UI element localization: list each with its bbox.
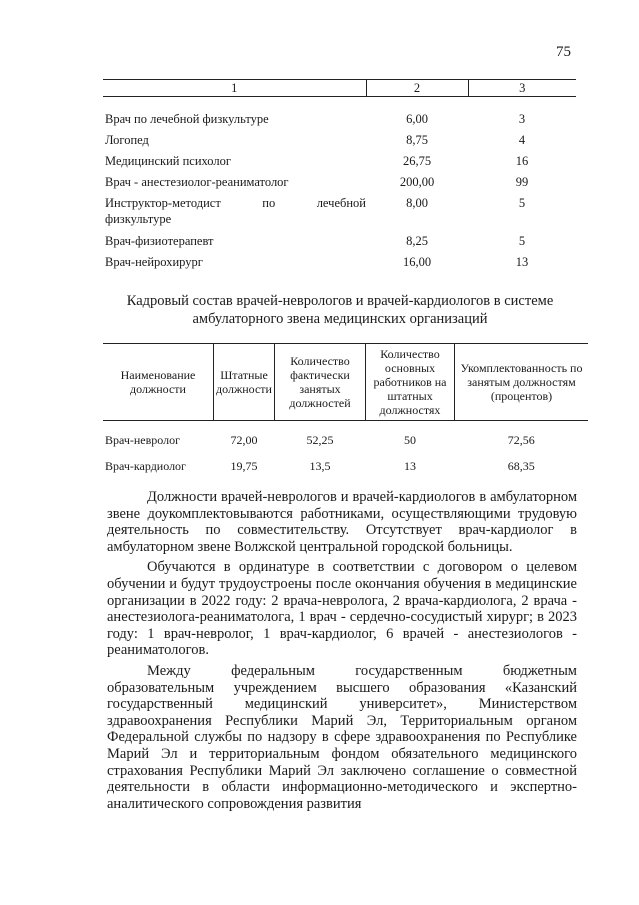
table-row <box>103 174 576 195</box>
staff-value: 8,75 <box>406 133 428 147</box>
occupied-positions: 13,5 <box>309 458 331 473</box>
table-title-line-1: Кадровый состав врачей-неврологов и врачей-кардиологов в системе <box>126 293 554 309</box>
worker-count: 4 <box>518 133 526 147</box>
position-name: Врач-физиотерапевт <box>105 234 214 248</box>
worker-count: 16 <box>515 154 529 168</box>
table-title-line-2: амбулаторного звена медицинских организаций <box>192 311 488 327</box>
position-name: Логопед <box>105 133 149 147</box>
worker-count: 3 <box>518 112 526 126</box>
position-name-line-2: физкультуре <box>105 212 172 226</box>
table-row <box>103 453 588 479</box>
paragraph: Обучаются в ординатуре в соответствии с договором о целевом обучении и будут трудоустроены после окончания обучения в медицинские организации в 2022 году: 2 врача-невролога, 2 врача-кардиолога, 2 врача - анестезиолога-реаниматолога, 1 врач - сердечно-сосудистый хирург; в 2023 году: 1 врач-невролог, 1 врач-кардиолог, 6 врачей - анестезиологов - реаниматологов. <box>107 559 577 659</box>
header-staff-positions: Штатные должности <box>214 344 275 421</box>
table-row <box>103 421 588 454</box>
staffing-percent: 68,35 <box>507 458 535 473</box>
worker-count: 13 <box>515 255 529 269</box>
neurologist-cardiologist-table <box>103 343 588 479</box>
table-row <box>103 254 576 275</box>
page-number: 75 <box>556 44 571 60</box>
position-name: Врач-кардиолог <box>105 458 186 473</box>
position-name <box>103 195 366 233</box>
staff-value: 16,00 <box>402 255 432 269</box>
header-staffing-percent: Укомплектованность по занятым должностям (процентов) <box>455 344 589 421</box>
body-text <box>107 489 577 816</box>
main-workers: 50 <box>404 432 416 447</box>
staffing-percent: 72,56 <box>507 432 535 447</box>
staff-value: 8,00 <box>406 196 428 210</box>
occupied-positions: 52,25 <box>306 432 334 447</box>
staff-positions: 19,75 <box>230 458 258 473</box>
header-occupied-positions: Количество фактически занятых должностей <box>275 344 366 421</box>
staff-value: 6,00 <box>406 112 428 126</box>
worker-count: 5 <box>518 196 526 210</box>
position-name: Врач по лечебной физкультуре <box>105 112 269 126</box>
table-row <box>103 195 576 233</box>
header-position-name: Наименование должности <box>103 344 214 421</box>
column-header-1: 1 <box>103 80 366 97</box>
position-name-line-1: Инструктор-методист по лечебной <box>105 196 366 210</box>
table-header-row <box>103 80 576 97</box>
staff-positions: 72,00 <box>230 432 258 447</box>
position-name: Врач - анестезиолог-реаниматолог <box>105 175 289 189</box>
paragraph: Между федеральным государственным бюджетным образовательным учреждением высшего образования «Казанский государственный медицинский университет», Министерством здравоохранения Республики Марий Эл, Территориальным органом Федеральной службы по надзору в сфере здравоохранения по Республике Марий Эл и территориальным фондом обязательного медицинского страхования Республики Марий Эл заключено соглашение о совместной деятельности в области информационно-методического и экспертно-аналитического сопровождения развития <box>107 662 577 812</box>
position-name: Врач-нейрохирург <box>105 255 203 269</box>
table-title <box>100 292 580 328</box>
table-row <box>103 132 576 153</box>
table-row <box>103 111 576 132</box>
staff-value: 8,25 <box>406 234 428 248</box>
column-header-2: 2 <box>366 80 468 97</box>
staff-value: 200,00 <box>399 175 435 189</box>
worker-count: 5 <box>518 234 526 248</box>
worker-count: 99 <box>515 175 529 189</box>
table-header-row <box>103 344 588 421</box>
header-main-workers: Количество основных работников на штатных должностях <box>366 344 455 421</box>
position-name: Медицинский психолог <box>105 154 231 168</box>
staff-table-continuation <box>103 79 576 275</box>
main-workers: 13 <box>404 458 416 473</box>
position-name: Врач-невролог <box>105 432 181 447</box>
staff-value: 26,75 <box>402 154 432 168</box>
column-header-3: 3 <box>468 80 576 97</box>
table-row <box>103 153 576 174</box>
table-row <box>103 233 576 254</box>
paragraph: Должности врачей-неврологов и врачей-кардиологов в амбулаторном звене доукомплектовываются работниками, осуществляющими трудовую деятельность по совместительству. Отсутствует врач-кардиолог в амбулаторном звене Волжской центральной городской больницы. <box>107 489 577 555</box>
